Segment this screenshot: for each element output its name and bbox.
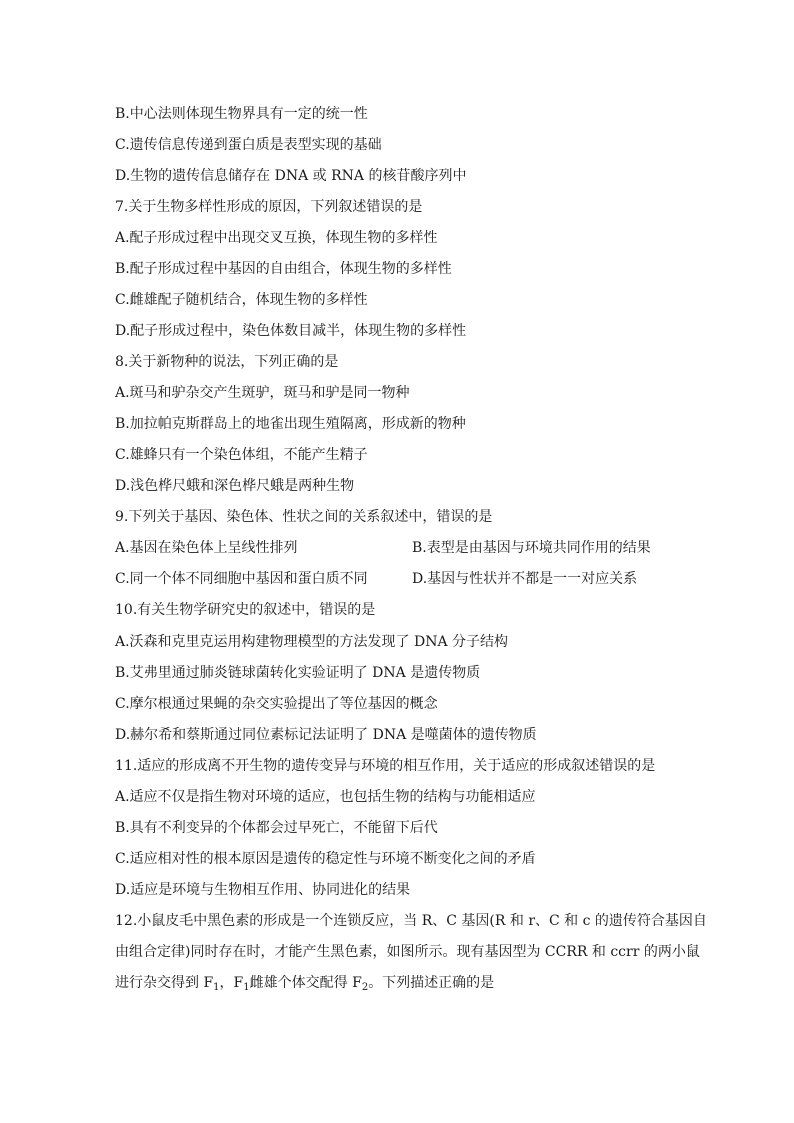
q9-option-d: D.基因与性状并不都是一一对应关系: [412, 571, 638, 587]
question-12-line-3: [115, 973, 494, 993]
q9-option-a: A.基因在染色体上呈线性排列: [115, 540, 298, 556]
question-12-line-2: 由组合定律)同时存在时，才能产生黑色素，如图所示。现有基因型为 CCRR 和 ccrr 的两小鼠: [115, 944, 700, 960]
q12-text-pre: 进行杂交得到 F: [115, 975, 214, 991]
q6-option-b: B.中心法则体现生物界具有一定的统一性: [115, 106, 368, 122]
q7-option-a: A.配子形成过程中出现交叉互换，体现生物的多样性: [115, 230, 438, 246]
q11-option-c: C.适应相对性的根本原因是遗传的稳定性与环境不断变化之间的矛盾: [115, 851, 536, 867]
q12-text-mid2: 雌雄个体交配得 F: [249, 975, 362, 991]
q9-option-b: B.表型是由基因与环境共同作用的结果: [412, 540, 651, 556]
q6-option-d: D.生物的遗传信息储存在 DNA 或 RNA 的核苷酸序列中: [115, 168, 467, 184]
q7-option-d: D.配子形成过程中，染色体数目减半，体现生物的多样性: [115, 323, 467, 339]
q11-option-d: D.适应是环境与生物相互作用、协同进化的结果: [115, 882, 411, 898]
q6-option-c: C.遗传信息传递到蛋白质是表型实现的基础: [115, 137, 382, 153]
q7-option-b: B.配子形成过程中基因的自由组合，体现生物的多样性: [115, 261, 452, 277]
question-10: 10.有关生物学研究史的叙述中，错误的是: [115, 602, 376, 618]
q8-option-d: D.浅色桦尺蛾和深色桦尺蛾是两种生物: [115, 478, 355, 494]
q7-option-c: C.雌雄配子随机结合，体现生物的多样性: [115, 292, 368, 308]
q8-option-a: A.斑马和驴杂交产生斑驴，斑马和驴是同一物种: [115, 385, 410, 401]
q10-option-c: C.摩尔根通过果蝇的杂交实验提出了等位基因的概念: [115, 696, 438, 712]
question-7: 7.关于生物多样性形成的原因，下列叙述错误的是: [115, 199, 423, 215]
question-11: 11.适应的形成离不开生物的遗传变异与环境的相互作用，关于适应的形成叙述错误的是: [115, 758, 656, 774]
q12-sub-f1-a: 1: [213, 982, 220, 993]
q11-option-b: B.具有不利变异的个体都会过早死亡，不能留下后代: [115, 820, 438, 836]
q12-text-post: 。下列描述正确的是: [368, 975, 495, 991]
q12-sub-f2: 2: [361, 982, 369, 993]
q10-option-d: D.赫尔希和蔡斯通过同位素标记法证明了 DNA 是噬菌体的遗传物质: [115, 727, 537, 743]
question-8: 8.关于新物种的说法，下列正确的是: [115, 354, 339, 370]
question-12-line-1: 12.小鼠皮毛中黑色素的形成是一个连锁反应，当 R、C 基因(R 和 r、C 和 c 的遗传符合基因自: [115, 913, 707, 929]
q11-option-a: A.适应不仅是指生物对环境的适应，也包括生物的结构与功能相适应: [115, 789, 536, 805]
q10-option-b: B.艾弗里通过肺炎链球菌转化实验证明了 DNA 是遗传物质: [115, 665, 481, 681]
q8-option-b: B.加拉帕克斯群岛上的地雀出现生殖隔离，形成新的物种: [115, 416, 466, 432]
question-9: 9.下列关于基因、染色体、性状之间的关系叙述中，错误的是: [115, 509, 493, 525]
q12-sub-f1-b: 1: [243, 982, 250, 993]
q10-option-a: A.沃森和克里克运用构建物理模型的方法发现了 DNA 分子结构: [115, 634, 509, 650]
q9-option-c: C.同一个体不同细胞中基因和蛋白质不同: [115, 571, 368, 587]
q12-text-mid1: ，F: [219, 975, 244, 991]
q8-option-c: C.雄蜂只有一个染色体组，不能产生精子: [115, 447, 368, 463]
